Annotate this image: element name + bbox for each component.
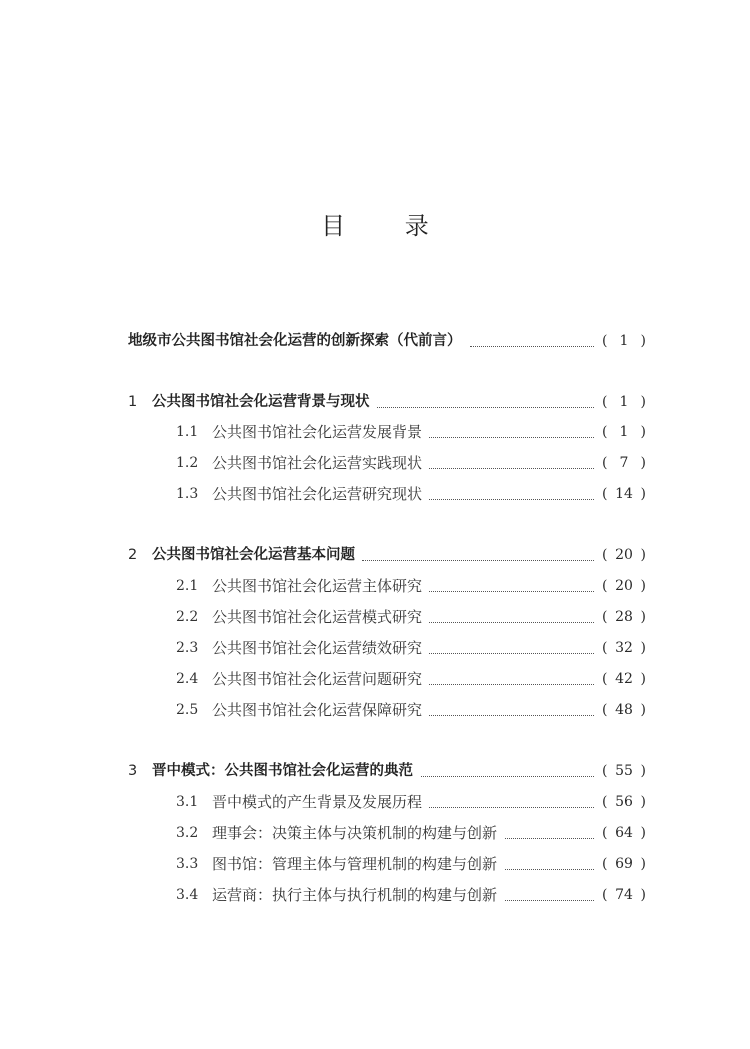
toc-entry-title: 理事会：决策主体与决策机制的构建与创新 (212, 824, 498, 842)
page-number: 42 (615, 671, 633, 687)
page-number: 20 (615, 547, 633, 563)
page-paren-open: ( (602, 794, 608, 810)
page-paren-open: ( (602, 609, 608, 625)
toc-entry-page (602, 883, 646, 907)
toc-entry[interactable] (0, 759, 750, 783)
toc-entry-title: 公共图书馆社会化运营主体研究 (212, 577, 423, 595)
toc-entry-title: 图书馆：管理主体与管理机制的构建与创新 (212, 855, 498, 873)
toc-entry[interactable] (0, 852, 750, 876)
toc-entry-page (602, 420, 646, 444)
page-paren-close: ) (640, 825, 646, 841)
page-paren-open: ( (602, 702, 608, 718)
dot-leader (429, 642, 594, 654)
page-paren-close: ) (640, 547, 646, 563)
dot-leader (429, 673, 594, 685)
page-paren-close: ) (640, 609, 646, 625)
toc-entry-number: 2.4 (176, 671, 199, 687)
dot-leader (505, 827, 594, 839)
toc-entry[interactable] (0, 574, 750, 598)
toc-entry-page (602, 759, 646, 783)
toc-entry-page (602, 329, 646, 353)
dot-leader (429, 796, 594, 808)
toc-entry-title: 公共图书馆社会化运营基本问题 (152, 547, 355, 563)
toc-entry-number: 3.2 (176, 825, 199, 841)
toc-entry-page (602, 605, 646, 629)
page-paren-close: ) (640, 702, 646, 718)
page-paren-close: ) (640, 333, 646, 349)
page-number: 14 (615, 486, 633, 502)
page-paren-open: ( (602, 547, 608, 563)
dot-leader (470, 335, 594, 347)
page-number: 1 (619, 333, 629, 349)
page-paren-close: ) (640, 578, 646, 594)
page-paren-open: ( (602, 671, 608, 687)
toc-entry-title: 晋中模式：公共图书馆社会化运营的典范 (152, 763, 413, 779)
toc-entry[interactable] (0, 482, 750, 506)
page-paren-close: ) (640, 763, 646, 779)
toc-entry-number: 3.4 (176, 887, 199, 903)
toc-entry-page (602, 543, 646, 567)
page-paren-open: ( (602, 640, 608, 656)
toc-entry-number: 2 (128, 547, 138, 563)
toc-entry-number: 3.1 (176, 794, 199, 810)
page-paren-close: ) (640, 671, 646, 687)
toc-entry-page (602, 821, 646, 845)
toc-entry[interactable] (0, 329, 750, 353)
toc-entry-title: 公共图书馆社会化运营绩效研究 (212, 639, 423, 657)
toc-entry[interactable] (0, 636, 750, 660)
toc-entry-page (602, 852, 646, 876)
page-paren-open: ( (602, 455, 608, 471)
dot-leader (377, 396, 594, 408)
page-paren-open: ( (602, 763, 608, 779)
toc-entry[interactable] (0, 790, 750, 814)
page-number: 1 (619, 394, 629, 410)
page-number: 48 (615, 702, 633, 718)
dot-leader (429, 426, 594, 438)
toc-entry-number: 2.2 (176, 609, 199, 625)
dot-leader (505, 889, 594, 901)
page-paren-close: ) (640, 486, 646, 502)
page-paren-close: ) (640, 640, 646, 656)
dot-leader (429, 611, 594, 623)
page-number: 74 (615, 887, 633, 903)
toc-entry-page (602, 636, 646, 660)
page-number: 32 (615, 640, 633, 656)
toc-entry-number: 2.3 (176, 640, 199, 656)
page-paren-open: ( (602, 825, 608, 841)
page-paren-close: ) (640, 455, 646, 471)
dot-leader (429, 580, 594, 592)
toc-entry-page (602, 698, 646, 722)
page-number: 64 (615, 825, 633, 841)
toc-entry-page (602, 790, 646, 814)
toc-entry-page (602, 574, 646, 598)
page-paren-open: ( (602, 486, 608, 502)
page-number: 55 (615, 763, 633, 779)
toc-entry[interactable] (0, 390, 750, 414)
dot-leader (362, 549, 594, 561)
toc-entry-number: 2.5 (176, 702, 199, 718)
page-title: 目 录 (321, 212, 455, 240)
toc-entry-title: 运营商：执行主体与执行机制的构建与创新 (212, 886, 498, 904)
toc-entry-title: 公共图书馆社会化运营模式研究 (212, 608, 423, 626)
toc-entry[interactable] (0, 698, 750, 722)
toc-entry[interactable] (0, 667, 750, 691)
toc-entry-page (602, 390, 646, 414)
toc-entry[interactable] (0, 420, 750, 444)
toc-entry-title: 公共图书馆社会化运营背景与现状 (152, 394, 370, 410)
toc-entry-title: 地级市公共图书馆社会化运营的创新探索（代前言） (128, 333, 462, 349)
page-number: 69 (615, 856, 633, 872)
page-paren-open: ( (602, 394, 608, 410)
page-paren-close: ) (640, 887, 646, 903)
page-paren-open: ( (602, 887, 608, 903)
page-paren-close: ) (640, 856, 646, 872)
toc-entry-number: 3.3 (176, 856, 199, 872)
toc-entry-title: 晋中模式的产生背景及发展历程 (212, 793, 423, 811)
dot-leader (429, 704, 594, 716)
dot-leader (429, 457, 594, 469)
page-paren-open: ( (602, 578, 608, 594)
page-number: 7 (619, 455, 629, 471)
toc-entry-page (602, 451, 646, 475)
toc-entry-page (602, 482, 646, 506)
toc-entry-title: 公共图书馆社会化运营问题研究 (212, 670, 423, 688)
toc-entry-number: 1.1 (176, 424, 199, 440)
page-number: 28 (615, 609, 633, 625)
toc-entry-number: 2.1 (176, 578, 199, 594)
page-paren-close: ) (640, 794, 646, 810)
toc-entry[interactable] (0, 821, 750, 845)
toc-entry-number: 3 (128, 763, 138, 779)
toc-entry[interactable] (0, 883, 750, 907)
dot-leader (505, 858, 594, 870)
page-paren-close: ) (640, 394, 646, 410)
toc-entry-title: 公共图书馆社会化运营发展背景 (212, 423, 423, 441)
page-paren-open: ( (602, 856, 608, 872)
toc-entry[interactable] (0, 543, 750, 567)
toc-entry-title: 公共图书馆社会化运营保障研究 (212, 701, 423, 719)
toc-entry-number: 1.2 (176, 455, 199, 471)
toc-entry-number: 1.3 (176, 486, 199, 502)
toc-entry-title: 公共图书馆社会化运营研究现状 (212, 485, 423, 503)
dot-leader (429, 488, 594, 500)
dot-leader (421, 765, 594, 777)
page-number: 1 (619, 424, 629, 440)
page-paren-open: ( (602, 424, 608, 440)
toc-entry[interactable] (0, 605, 750, 629)
page-paren-open: ( (602, 333, 608, 349)
page-paren-close: ) (640, 424, 646, 440)
toc-entry[interactable] (0, 451, 750, 475)
page-number: 56 (615, 794, 633, 810)
page-number: 20 (615, 578, 633, 594)
toc-entry-title: 公共图书馆社会化运营实践现状 (212, 454, 423, 472)
toc-entry-page (602, 667, 646, 691)
toc-entry-number: 1 (128, 394, 138, 410)
